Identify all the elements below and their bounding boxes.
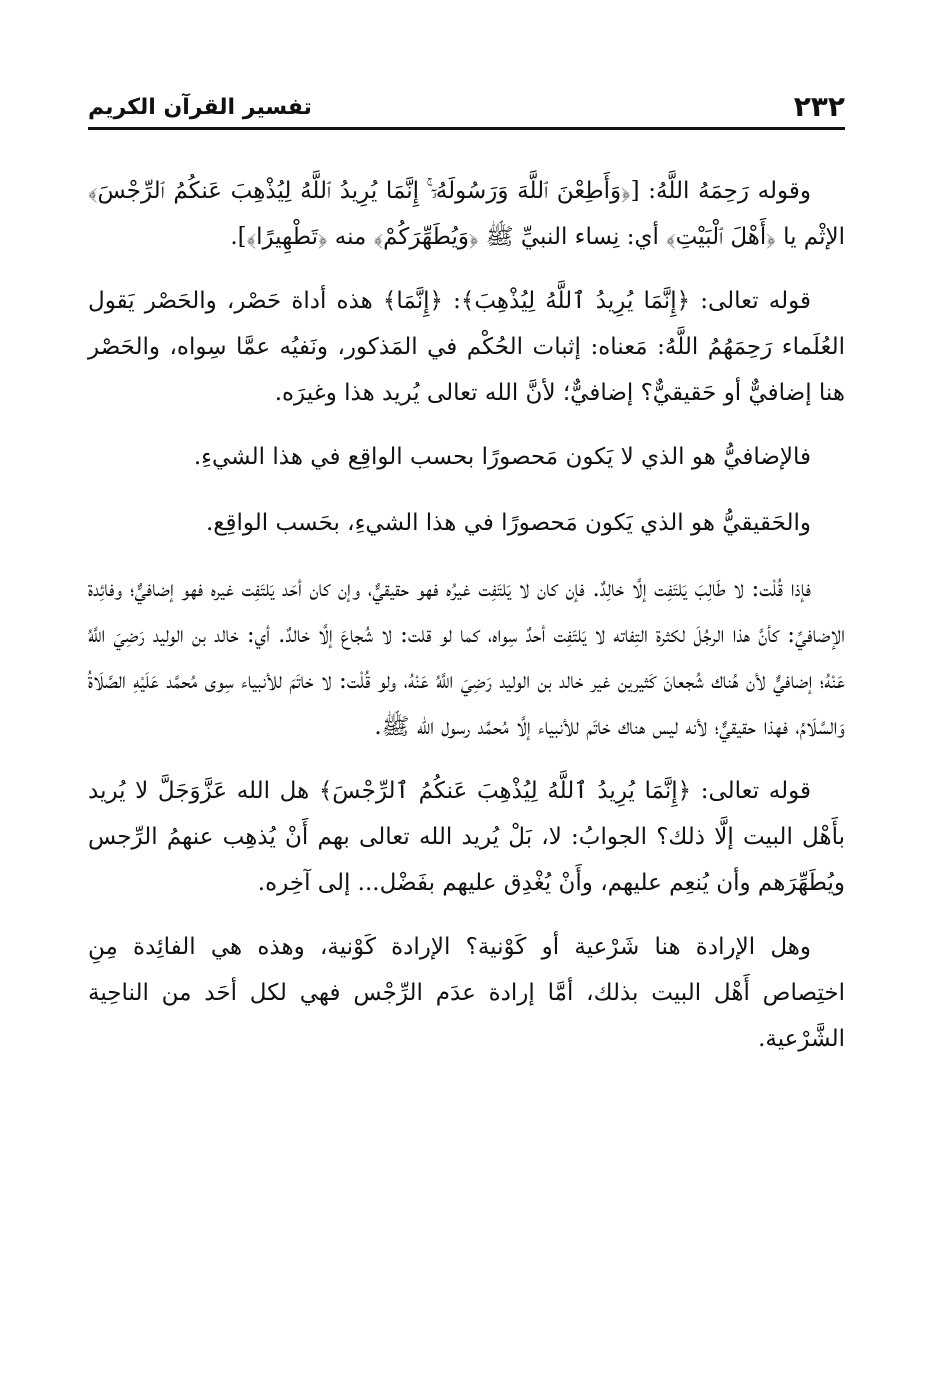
book-title: تفسير القرآن الكريم — [88, 95, 312, 120]
page-body — [88, 168, 845, 1080]
paragraph-6: قوله تعالى: ﴿إِنَّمَا يُرِيدُ ٱللَّهُ لِيُذْهِبَ عَنكُمُ ٱلرِّجْسَ﴾ هل الله عَزَّوَجَلَّ لا يُريد بأَهْل البيت إلَّا ذلك؟ الجوابُ: لا، بَلْ يُريد الله تعالى بهم أَنْ يُذهِب عنهمُ الرِّجس ويُطَهِّرَهم وأن يُنعِم عليهم، وأَنْ يُغْدِق عليهم بفَضْل... إلى آخِره. — [88, 778, 845, 896]
paragraph-2: قوله تعالى: ﴿إِنَّمَا يُرِيدُ ٱللَّهُ لِيُذْهِبَ﴾: ﴿إِنَّمَا﴾ هذه أداة حَصْر، والحَصْر يَقول العُلَماء رَحِمَهُمُ اللَّهُ: مَعناه: إثبات الحُكْم في المَذكور، ونَفيُه عمَّا سِواه، والحَصْر هنا إضافيٌّ أو حَقيقيٌّ؟ إضافيٌّ؛ لأنَّ الله تعالى يُريد هذا وغيرَه. — [88, 288, 845, 406]
running-header — [88, 92, 845, 130]
header-rule — [88, 127, 845, 130]
paragraph-4: والحَقيقيُّ هو الذي يَكون مَحصورًا في هذا الشيءِ، بحَسب الواقِع. — [205, 510, 811, 536]
paragraph-3: فالإضافيُّ هو الذي لا يَكون مَحصورًا بحسب الواقِع في هذا الشيءِ. — [193, 444, 811, 470]
paragraph-1: وقوله رَحِمَهُ اللَّهُ: [﴿وَأَطِعْنَ ٱللَّهَ وَرَسُولَهُۥٓ ۚ إِنَّمَا يُرِيدُ ٱللَّهُ لِيُذْهِبَ عَنكُمُ ٱلرِّجْسَ﴾ الإثْم يا ﴿أَهْلَ ٱلْبَيْتِ﴾ أي: نِساء النبيِّ ﷺ ﴿وَيُطَهِّرَكُمْ﴾ منه ﴿تَطْهِيرًا﴾]. — [88, 178, 845, 250]
page-number: ٢٣٢ — [793, 90, 845, 123]
paragraph-7: وهل الإرادة هنا شَرْعية أو كَوْنية؟ الإرادة كَوْنية، وهذه هي الفائِدة مِنِ اختِصاص أَهْل البيت بذلك، أمَّا إرادة عدَم الرِّجْس فهي لكل أحَد من الناحِية الشَّرْعية. — [88, 934, 845, 1052]
paragraph-5: فإذا قُلْت: لا طَالِبَ يَلتَفِت إلَّا خالِدٌ. فإن كان لا يَلتَفِت غيرُه فهو حقيقيٌّ، وإن كان أحَد يَلتَفِت غيره فهو إضافيٌّ؛ وفائِدة الإضافيِّ: كأنَّ هذا الرجُلَ لكثرة التِفاته لا يَلتَفِت أحدٌ سِواه، كما لو قلت: لا شُجاعَ إلَّا خالدٌ. أي: خالد بن الوليد رَضِيَ اللَّهُ عَنْهُ؛ إضافيٌّ لأن هُناك شُجعانَ كَثيرين غير خالد بن الوليد رَضِيَ اللَّهُ عَنْهُ، ولو قُلْت: لا خاتَمَ للأنبياء سِوى مُحمَّد عَلَيْهِ الصَّلَاةُ وَالسَّلَامُ، فهذا حقيقيٌّ؛ لأنه ليس هناك خاتَم للأنبياء إلَّا مُحمَّد رسول الله ﷺ. — [88, 576, 845, 740]
